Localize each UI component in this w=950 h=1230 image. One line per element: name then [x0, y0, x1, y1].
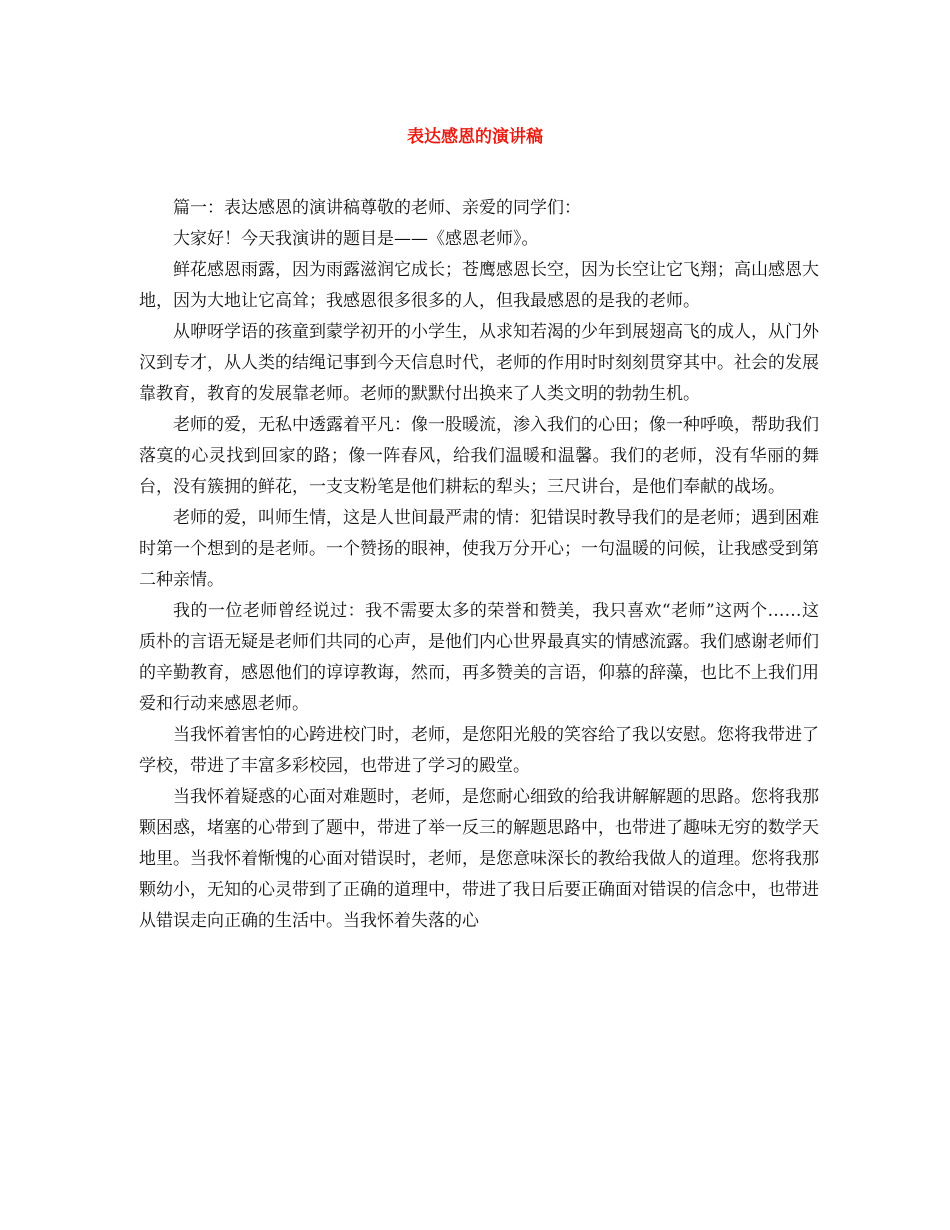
paragraph: 鲜花感恩雨露，因为雨露滋润它成长；苍鹰感恩长空，因为长空让它飞翔；高山感恩大地，因为大地让它高耸；我感恩很多很多的人，但我最感恩的是我的老师。: [139, 260, 819, 311]
paragraph: 当我怀着疑惑的心面对难题时，老师，是您耐心细致的给我讲解解题的思路。您将我那颗困惑，堵塞的心带到了题中，带进了举一反三的解题思路中，也带进了趣味无穷的数学天地里。当我怀着惭愧的心面对错误时，老师，是您意味深长的教给我做人的道理。您将我那颗幼小，无知的心灵带到了正确的道理中，带进了我日后要正确面对错误的信念中，也带进从错误走向正确的生活中。当我怀着失落的心: [139, 787, 819, 931]
paragraph: 从咿呀学语的孩童到蒙学初开的小学生，从求知若渴的少年到展翅高飞的成人，从门外汉到专才，从人类的结绳记事到今天信息时代，老师的作用时时刻刻贯穿其中。社会的发展靠教育，教育的发展靠老师。老师的默默付出换来了人类文明的勃勃生机。: [139, 322, 819, 404]
paragraph: 篇一：表达感恩的演讲稿尊敬的老师、亲爱的同学们：: [173, 198, 581, 218]
paragraph: 当我怀着害怕的心跨进校门时，老师，是您阳光般的笑容给了我以安慰。您将我带进了学校，带进了丰富多彩校园，也带进了学习的殿堂。: [139, 725, 819, 776]
paragraph: 老师的爱，叫师生情，这是人世间最严肃的情：犯错误时教导我们的是老师；遇到困难时第一个想到的是老师。一个赞扬的眼神，使我万分开心；一句温暖的问候，让我感受到第二种亲情。: [139, 508, 819, 590]
document-title: 表达感恩的演讲稿: [407, 127, 543, 147]
paragraph: 大家好！今天我演讲的题目是——《感恩老师》。: [173, 229, 539, 249]
document-body: [139, 193, 819, 937]
paragraph: 我的一位老师曾经说过：我不需要太多的荣誉和赞美，我只喜欢“老师”这两个……这质朴的言语无疑是老师们共同的心声，是他们内心世界最真实的情感流露。我们感谢老师们的辛勤教育，感恩他们的谆谆教诲，然而，再多赞美的言语，仰慕的辞藻，也比不上我们用爱和行动来感恩老师。: [139, 601, 819, 714]
paragraph: 老师的爱，无私中透露着平凡：像一股暖流，渗入我们的心田；像一种呼唤，帮助我们落寞的心灵找到回家的路；像一阵春风，给我们温暖和温馨。我们的老师，没有华丽的舞台，没有簇拥的鲜花，一支支粉笔是他们耕耘的犁头；三尺讲台，是他们奉献的战场。: [139, 415, 819, 497]
